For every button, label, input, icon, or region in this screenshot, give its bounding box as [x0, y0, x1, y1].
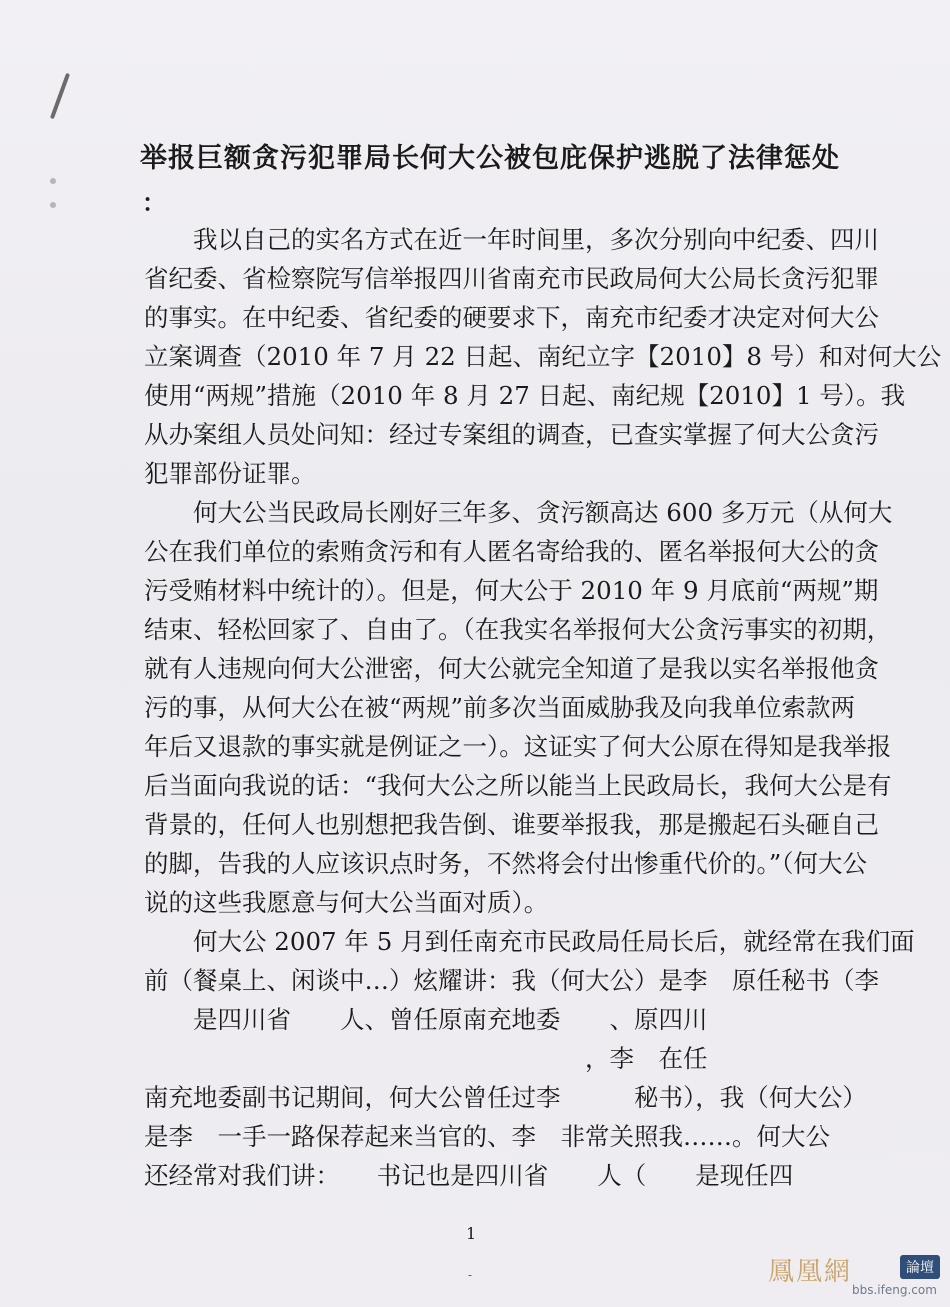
salutation-colon: ：	[142, 189, 166, 217]
document-title: 举报巨额贪污犯罪局长何大公被包庇保护逃脱了法律惩处	[140, 143, 840, 174]
body-line: 污受贿材料中统计的）。但是，何大公于 2010 年 9 月底前“两规”期	[144, 576, 879, 605]
body-line: 何大公 2007 年 5 月到任南充市民政局任局长后，就经常在我们面	[144, 927, 915, 956]
watermark-url: bbs.ifeng.com	[852, 1283, 937, 1297]
body-line: 我以自己的实名方式在近一年时间里，多次分别向中纪委、四川	[144, 225, 879, 254]
body-line: 结束、轻松回家了、自由了。（在我实名举报何大公贪污事实的初期，	[144, 615, 892, 644]
watermark-badge: 論壇	[900, 1255, 940, 1279]
body-line: 南充地委副书记期间，何大公曾任过李 秘书），我（何大公）	[144, 1083, 867, 1112]
pen-mark	[50, 73, 70, 119]
site-watermark	[760, 1251, 940, 1301]
body-line: 前（餐桌上、闲谈中…）炫耀讲：我（何大公）是李 原任秘书（李	[144, 966, 879, 995]
body-line: 立案调查（2010 年 7 月 22 日起、南纪立字【2010】8 号）和对何大公	[144, 342, 942, 371]
body-line: 何大公当民政局长刚好三年多、贪污额高达 600 多万元（从何大	[144, 498, 893, 527]
body-line: 污的事，从何大公在被“两规”前多次当面威胁我及向我单位索款两	[144, 693, 856, 722]
body-line: 的事实。在中纪委、省纪委的硬要求下，南充市纪委才决定对何大公	[144, 303, 879, 332]
body-line: 背景的，任何人也别想把我告倒、谁要举报我，那是搬起石头砸自己	[144, 810, 879, 839]
body-line: 还经常对我们讲： 书记也是四川省 人（ 是现任四	[144, 1161, 794, 1190]
body-line: 省纪委、省检察院写信举报四川省南充市民政局何大公局长贪污犯罪	[144, 264, 879, 293]
body-line: 犯罪部份证罪。	[144, 459, 316, 488]
punch-dot	[50, 178, 56, 184]
body-line: ，李 在任	[144, 1044, 708, 1073]
watermark-site-name: 鳳凰網	[768, 1257, 853, 1287]
body-line: 的脚，告我的人应该识点时务，不然将会付出惨重代价的。”（何大公	[144, 849, 868, 878]
footer-mark: -	[468, 1268, 473, 1282]
body-line: 年后又退款的事实就是例证之一）。这证实了何大公原在得知是我举报	[144, 732, 892, 761]
body-line: 从办案组人员处问知：经过专案组的调查，已查实掌握了何大公贪污	[144, 420, 879, 449]
body-line: 使用“两规”措施（2010 年 8 月 27 日起、南纪规【2010】1 号）。我	[144, 381, 906, 410]
body-line: 是四川省 人、曾任原南充地委 、原四川	[144, 1005, 708, 1034]
body-line: 公在我们单位的索贿贪污和有人匿名寄给我的、匿名举报何大公的贪	[144, 537, 879, 566]
document-body	[144, 220, 942, 1195]
page-number: 1	[466, 1224, 477, 1243]
body-line: 说的这些我愿意与何大公当面对质）。	[144, 888, 549, 917]
body-line: 后当面向我说的话：“我何大公之所以能当上民政局长，我何大公是有	[144, 771, 892, 800]
body-line: 是李 一手一路保荐起来当官的、李 非常关照我……。何大公	[144, 1122, 830, 1151]
body-line: 就有人违规向何大公泄密，何大公就完全知道了是我以实名举报他贪	[144, 654, 879, 683]
punch-dot	[50, 202, 56, 208]
